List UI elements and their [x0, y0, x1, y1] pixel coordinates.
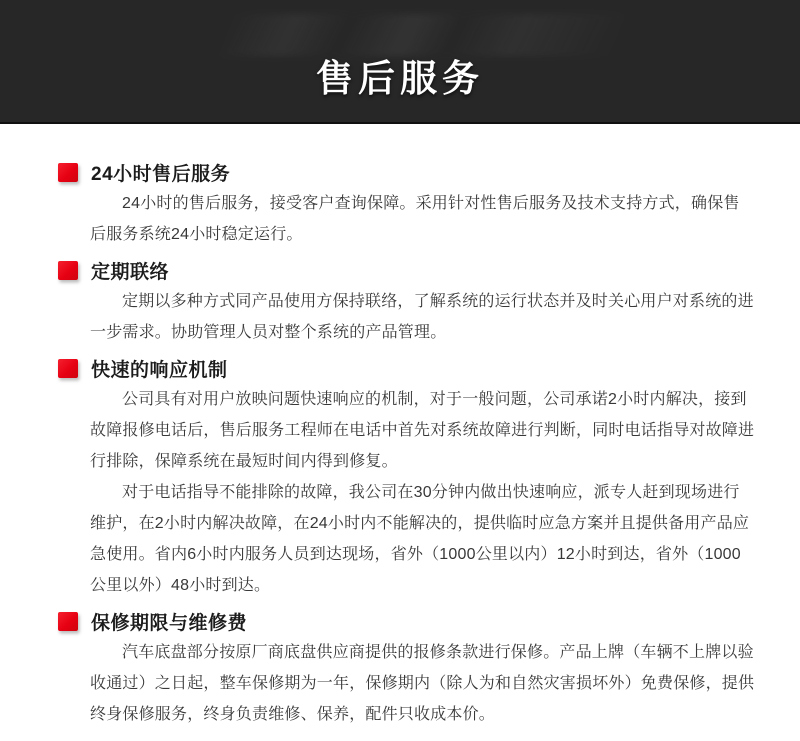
section-heading: 24小时售后服务: [91, 163, 231, 185]
paragraph-line: 急使用。省内6小时内服务人员到达现场，省外（1000公里以内）12小时到达，省外（1000: [90, 546, 741, 563]
red-square-bullet-icon: [58, 359, 78, 378]
page-title: 售后服务: [316, 58, 484, 99]
paragraph-line: 终身保修服务，终身负责维修、保养，配件只收成本价。: [90, 706, 496, 723]
section-heading: 快速的响应机制: [91, 359, 228, 381]
paragraph: [90, 188, 742, 250]
content: [0, 124, 800, 730]
section-header: [58, 605, 742, 637]
red-square-bullet-icon: [58, 163, 78, 182]
paragraph-line: 定期以多种方式同产品使用方保持联络，了解系统的运行状态并及时关心用户对系统的进: [122, 293, 754, 310]
paragraph: [90, 637, 755, 730]
section-heading: 保修期限与维修费: [91, 612, 248, 634]
header-banner: [0, 0, 800, 124]
section-heading: 定期联络: [91, 261, 170, 283]
paragraph-line: 故障报修电话后，售后服务工程师在电话中首先对系统故障进行判断，同时电话指导对故障进: [90, 422, 755, 439]
red-square-bullet-icon: [58, 261, 78, 280]
paragraph-line: 维护，在2小时内解决故障，在24小时内不能解决的，提供临时应急方案并且提供备用产品应: [90, 515, 750, 532]
paragraph-line: 一步需求。协助管理人员对整个系统的产品管理。: [90, 324, 447, 341]
section-header: [58, 156, 742, 188]
paragraph-line: 后服务系统24小时稳定运行。: [90, 226, 303, 243]
paragraph-line: 收通过）之日起，整车保修期为一年，保修期内（除人为和自然灾害损坏外）免费保修，提供: [90, 675, 755, 692]
paragraph-line: 公司具有对用户放映问题快速响应的机制，对于一般问题，公司承诺2小时内解决，接到: [122, 391, 747, 408]
paragraph-line: 汽车底盘部分按原厂商底盘供应商提供的报修条款进行保修。产品上牌（车辆不上牌以验: [122, 644, 754, 661]
section-warranty: [58, 605, 755, 730]
section-header: [58, 254, 742, 286]
section-regular-contact: [58, 254, 754, 348]
paragraph: [90, 384, 755, 477]
paragraph-line: 24小时的售后服务，接受客户查询保障。采用针对性售后服务及技术支持方式，确保售: [122, 195, 740, 212]
section-fast-response: [58, 352, 755, 601]
section-24h-service: [58, 156, 742, 250]
red-square-bullet-icon: [58, 612, 78, 631]
paragraph-line: 行排除，保障系统在最短时间内得到修复。: [90, 453, 398, 470]
paragraph: [90, 286, 754, 348]
paragraph-line: 公里以外）48小时到达。: [90, 577, 271, 594]
section-header: [58, 352, 742, 384]
paragraph-line: 对于电话指导不能排除的故障，我公司在30分钟内做出快速响应，派专人赶到现场进行: [122, 484, 740, 501]
paragraph: [90, 477, 750, 601]
